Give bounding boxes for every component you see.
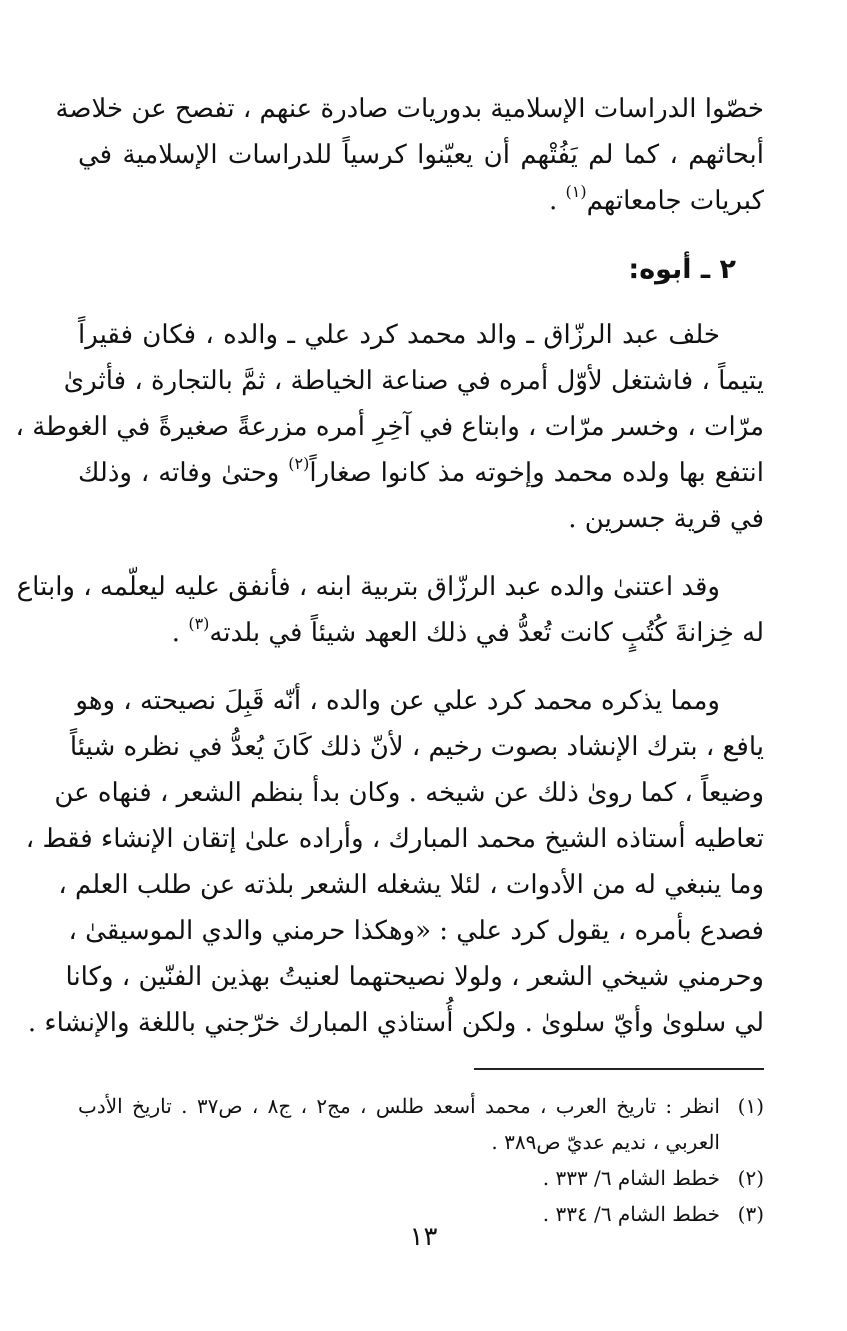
footnote-1: [78, 1088, 764, 1160]
footnote-ref-1[interactable]: (١): [565, 182, 587, 201]
text-line: [78, 450, 764, 496]
footnote-text: انظر : تاريخ العرب ، محمد أسعد طلس ، مج٢ ، ج٨ ، ص٣٧ . تاريخ الأدب العربي ، نديم عديّ ص٣٨٩ .: [78, 1094, 720, 1154]
paragraph-gap: [78, 542, 764, 564]
footnote-number: (٢): [737, 1166, 764, 1190]
paragraph-advice: [25, 678, 764, 1046]
text-line: وقد اعتنىٰ والده عبد الرزّاق بتربية ابنه ، فأنفق عليه ليعلّمه ، وابتاع: [16, 572, 720, 602]
text-line: مرّات ، وخسر مرّات ، وابتاع في آخِرِ أمره مزرعةً صغيرةً في الغوطة ،: [15, 412, 764, 442]
footnotes: [78, 1088, 764, 1232]
text-run: كبريات جامعاتهم: [586, 186, 764, 216]
text-line: لي سلوىٰ وأيّ سلوىٰ . ولكن أُستاذي المبارك خرّجني باللغة والإنشاء .: [27, 1008, 764, 1038]
text-line: وما ينبغي له من الأدوات ، لئلا يشغله الشعر بلذته عن طلب العلم ،: [58, 870, 764, 900]
text-line: في قرية جسرين .: [568, 504, 764, 534]
paragraph-intro: [55, 86, 764, 224]
footnote-ref-2[interactable]: (٢): [288, 454, 310, 473]
footnote-number: (١): [737, 1094, 764, 1118]
paragraph-gap: [78, 656, 764, 678]
text-line: [78, 178, 764, 224]
text-line: [78, 610, 764, 656]
text-run: .: [548, 186, 566, 216]
text-run: وحتىٰ وفاته ، وذلك: [78, 458, 289, 488]
footnote-divider: [474, 1068, 764, 1070]
paragraph-father: [15, 312, 764, 542]
text-line: ومما يذكره محمد كرد علي عن والده ، أنّه قَبِلَ نصيحته ، وهو: [75, 686, 720, 716]
section-heading: ٢ ـ أبوه:: [628, 254, 736, 285]
text-run: .: [171, 618, 189, 648]
footnote-text: خطط الشام ٦/ ٣٣٣ .: [542, 1166, 720, 1190]
page-number: ١٣: [409, 1222, 438, 1252]
footnote-2: [78, 1160, 764, 1196]
footnote-text: خطط الشام ٦/ ٣٣٤ .: [542, 1202, 720, 1226]
text-line: وضيعاً ، كما روىٰ ذلك عن شيخه . وكان بدأ بنظم الشعر ، فنهاه عن: [54, 778, 764, 808]
footnote-number: (٣): [737, 1202, 764, 1226]
text-line: أبحاثهم ، كما لم يَفُتْهم أن يعيّنوا كرسياً للدراسات الإسلامية في: [78, 140, 764, 170]
book-page: [15, 86, 764, 1296]
text-run: له خِزانةَ كُتُبٍ كانت تُعدُّ في ذلك العهد شيئاً في بلدته: [209, 618, 764, 648]
text-line: خصّوا الدراسات الإسلامية بدوريات صادرة عنهم ، تفصح عن خلاصة: [55, 94, 764, 124]
text-line: تعاطيه أستاذه الشيخ محمد المبارك ، وأراده علىٰ إتقان الإنشاء فقط ،: [25, 824, 764, 854]
text-line: وحرمني شيخي الشعر ، ولولا نصيحتهما لعنيتُ بهذين الفنّين ، وكانا: [65, 962, 764, 992]
text-line: خلف عبد الرزّاق ـ والد محمد كرد علي ـ والده ، فكان فقيراً: [78, 320, 720, 350]
paragraph-library: [16, 564, 764, 656]
text-run: انتفع بها ولده محمد وإخوته مذ كانوا صغاراً: [309, 458, 764, 488]
footnote-ref-3[interactable]: (٣): [188, 614, 210, 633]
text-line: يافع ، بترك الإنشاد بصوت رخيم ، لأنّ ذلك كَانَ يُعدُّ في نظره شيئاً: [69, 732, 764, 762]
text-line: فصدع بأمره ، يقول كرد علي : «وهكذا حرمني والدي الموسيقىٰ ،: [68, 916, 764, 946]
text-line: يتيماً ، فاشتغل لأوّل أمره في صناعة الخياطة ، ثمَّ بالتجارة ، فأثرىٰ: [63, 366, 764, 396]
